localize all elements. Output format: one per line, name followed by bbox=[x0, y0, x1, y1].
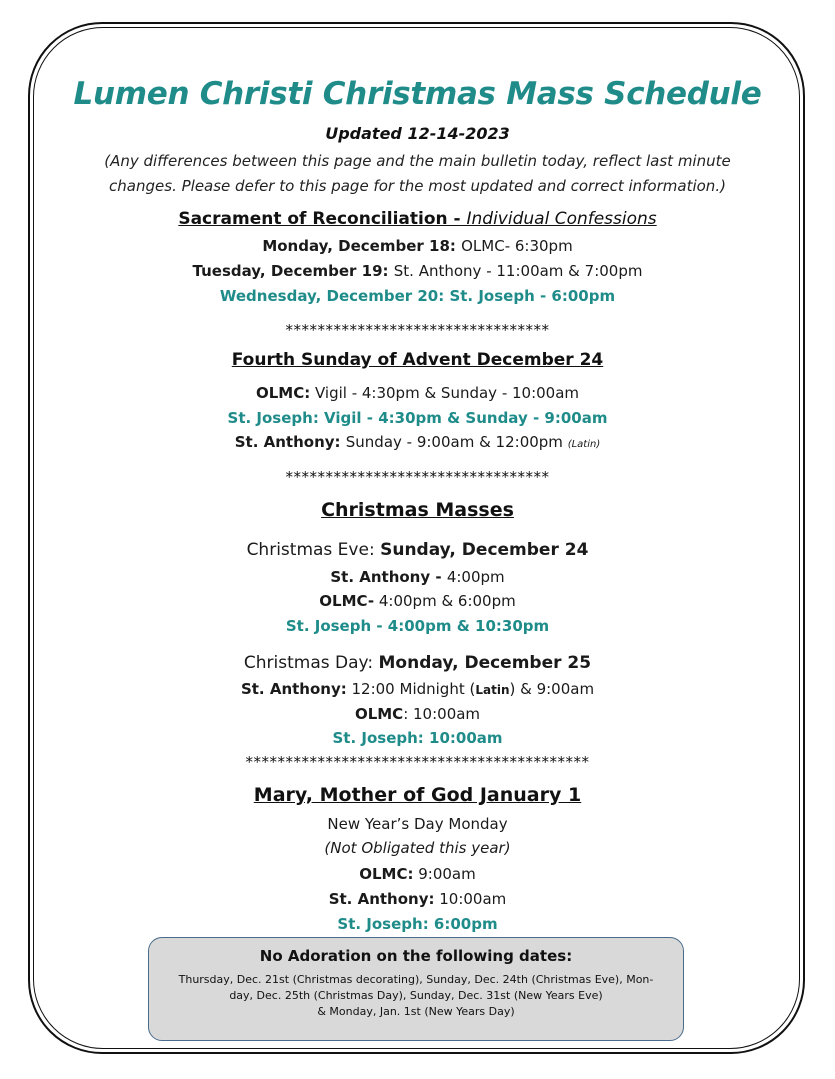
row-value: Vigil - 4:30pm & Sunday - 10:00am bbox=[310, 384, 580, 402]
row-label: Tuesday, December 19: bbox=[192, 262, 394, 280]
eve-colon: : bbox=[368, 540, 381, 560]
mary-subtitle: New Year’s Day Monday bbox=[327, 815, 508, 833]
row-label: OLMC bbox=[354, 705, 404, 723]
adoration-dates bbox=[163, 972, 669, 1020]
reconciliation-row bbox=[0, 237, 835, 255]
row-label: St. Anthony: bbox=[240, 680, 347, 698]
row-label: OLMC- bbox=[319, 592, 375, 610]
eve-row bbox=[0, 592, 835, 610]
divider-stars: ******************************************* bbox=[245, 753, 590, 771]
christmas-eve-heading bbox=[0, 540, 835, 560]
row-value: 4:00pm bbox=[446, 568, 505, 586]
row-value: : 10:00am bbox=[403, 705, 481, 723]
reconciliation-row bbox=[0, 287, 835, 305]
row-label: St. Joseph: 6:00pm bbox=[337, 915, 498, 933]
adoration-line: Thursday, Dec. 21st (Christmas decorating), Sunday, Dec. 24th (Christmas Eve), Mon- bbox=[178, 973, 654, 986]
eve-row bbox=[0, 568, 835, 586]
adoration-heading: No Adoration on the following dates: bbox=[259, 947, 573, 965]
row-value: 10:00am bbox=[434, 890, 507, 908]
row-label: St. Joseph - 4:00pm & 10:30pm bbox=[285, 617, 550, 635]
mary-heading-text: Mary, Mother of God January 1 bbox=[253, 784, 582, 806]
row-value: 12:00 Midnight ( bbox=[346, 680, 476, 698]
mary-row bbox=[0, 915, 835, 933]
mary-heading bbox=[0, 784, 835, 806]
row-value: 4:00pm & 6:00pm bbox=[374, 592, 516, 610]
adoration-line: & Monday, Jan. 1st (New Years Day) bbox=[317, 1005, 515, 1018]
row-label: St. Joseph: 10:00am bbox=[332, 729, 503, 747]
reconciliation-row bbox=[0, 262, 835, 280]
eve-date: Sunday, December 24 bbox=[380, 540, 589, 560]
row-value: Sunday - 9:00am & 12:00pm bbox=[345, 433, 568, 451]
row-label: St. Joseph: Vigil - 4:30pm & Sunday - 9:00am bbox=[227, 409, 608, 427]
christmas-day-heading bbox=[0, 653, 835, 673]
page-title: Lumen Christi Christmas Mass Schedule bbox=[73, 76, 762, 112]
day-label: Christmas Day bbox=[243, 653, 368, 673]
advent-row bbox=[0, 384, 835, 402]
day-row bbox=[0, 729, 835, 747]
divider-stars: ********************************* bbox=[285, 321, 550, 339]
advent-heading-text: Fourth Sunday of Advent December 24 bbox=[231, 350, 604, 370]
divider-stars: ********************************* bbox=[285, 468, 550, 486]
row-label: St. Anthony: bbox=[328, 890, 435, 908]
row-value: OLMC- 6:30pm bbox=[461, 237, 573, 255]
day-date: Monday, December 25 bbox=[378, 653, 592, 673]
updated-date: Updated 12-14-2023 bbox=[325, 124, 510, 143]
note-line-1: (Any differences between this page and the main bulletin today, reflect last minute bbox=[104, 152, 731, 170]
row-label: St. Anthony: bbox=[234, 433, 346, 451]
day-colon: : bbox=[367, 653, 379, 673]
christmas-heading bbox=[0, 499, 835, 521]
note-line-2: changes. Please defer to this page for the most updated and correct information.) bbox=[109, 177, 726, 195]
mary-obligation-note: (Not Obligated this year) bbox=[324, 839, 511, 857]
row-label: OLMC: bbox=[359, 865, 414, 883]
row-value: St. Anthony - 11:00am & 7:00pm bbox=[393, 262, 643, 280]
row-value-2: ) & 9:00am bbox=[509, 680, 595, 698]
reconciliation-heading-text: Sacrament of Reconciliation - bbox=[178, 209, 467, 229]
day-row bbox=[0, 680, 835, 698]
advent-heading bbox=[0, 350, 835, 370]
eve-label: Christmas Eve bbox=[246, 540, 369, 560]
adoration-notice-box bbox=[148, 937, 684, 1041]
row-label: St. Anthony - bbox=[330, 568, 447, 586]
row-label: OLMC: bbox=[255, 384, 311, 402]
latin-note: (Latin) bbox=[567, 439, 601, 450]
row-value: 9:00am bbox=[413, 865, 476, 883]
advent-row bbox=[0, 409, 835, 427]
mary-row bbox=[0, 865, 835, 883]
reconciliation-heading-italic: Individual Confessions bbox=[466, 209, 657, 229]
christmas-heading-text: Christmas Masses bbox=[321, 499, 514, 521]
adoration-line: day, Dec. 25th (Christmas Day), Sunday, Dec. 31st (New Years Eve) bbox=[229, 989, 603, 1002]
advent-row bbox=[0, 433, 835, 451]
row-label: Monday, December 18: bbox=[262, 237, 462, 255]
latin-note: Latin bbox=[475, 683, 510, 697]
eve-row bbox=[0, 617, 835, 635]
mary-row bbox=[0, 890, 835, 908]
row-label: Wednesday, December 20: St. Joseph - 6:00pm bbox=[219, 287, 616, 305]
day-row bbox=[0, 705, 835, 723]
reconciliation-heading bbox=[0, 209, 835, 229]
